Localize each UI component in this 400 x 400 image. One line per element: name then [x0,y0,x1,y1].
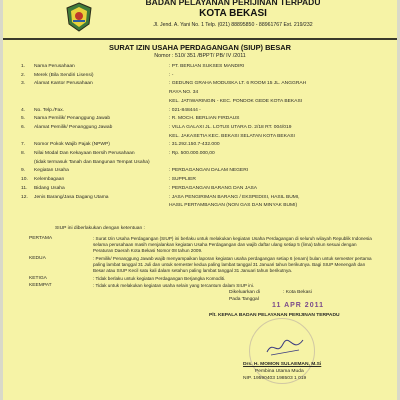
row-value: : JASA PENGIRIMAN BARANG / EKSPEDISI, HASIL BUMI, [169,194,300,200]
clause-label: PERTAMA [29,236,53,241]
document-title: SURAT IZIN USAHA PERDAGANGAN (SIUP) BESAR [109,43,291,52]
clause-text: : Tidak berlaku untuk kegiatan Perdagangan Berjangka Komoditi. [93,276,226,281]
row-number: 7. [21,142,26,148]
row-value: : PERDAGANGAN DALAM NEGERI [169,168,249,174]
row-number: 11. [21,185,28,191]
clause-text: : Pemilik/ Penanggung Jawab wajib menyampaikan laporan kegiatan usaha perdagangan setiap 6 (enam) bulan untuk semester pertama paling lambat tanggal 31 Juli dan untuk semester kedua paling lambat tanggal 31 Januari tahun berikutnya. Bagi SIUP Menengah dan Besar atau SIUP Kecil satu kali dalam setahun paling lambat tanggal 31 Januari tahun berikutnya. [93,256,372,273]
siup-document [3,0,397,400]
row-number: 1. [21,64,26,69]
row-number: 3. [21,81,26,87]
row-label: No. Telp./Fax. [34,107,65,113]
row-label: Kegiatan Usaha [34,168,69,174]
row-value: : R. MOCH. BERLIAN FIRDAUS [169,116,240,122]
signatory-rank: Pembina Utama Muda [255,369,304,374]
issued-at-label: Dikeluarkan di [229,290,260,295]
date-label: Pada Tanggal [229,297,259,302]
row-number: 2. [21,72,26,78]
row-value: KEL. JATIWARINGIN - KEC. PONDOK GEDE KOTA BEKASI [169,98,303,104]
clause-label: KEDUA [29,256,46,261]
row-value: HASIL PERTAMBANGAN (NON GAS DAN MINYAK BUMI) [169,203,298,209]
row-value: : PT. BERLIAN SUKSES MANDIRI [169,64,245,69]
row-label: Bidang Usaha [34,185,65,191]
row-number: 5. [21,116,26,122]
row-label: Merek (Bila Sendiri Lisensi) [34,72,94,78]
row-value: : VILLA GALAXI JL. LOTUS UTARA D. 2/18 RT. 004/019 [169,124,292,130]
row-number: 4. [21,107,26,113]
row-number: 6. [21,124,26,130]
row-value: RAYA NO. 34 [169,90,199,96]
agency-name: BADAN PELAYANAN PERIJINAN TERPADU [145,0,321,7]
letterhead [3,0,397,40]
clause-label: KETIGA [29,276,47,281]
row-number: 8. [21,151,26,156]
clause-text: : Surat Izin Usaha Perdagangan (SIUP) ini berlaku untuk melakukan kegiatan Usaha Perdagangan di seluruh wilayah Republik Indonesia selama perusahaan masih menjalankan kegiatan Usaha Perdagangan dan wajib daftar ulang setiap 5 (lima) tahun sesuai dengan Peraturan Daerah Kota Bekasi Nomor 08 tahun 2009. [93,236,372,253]
row-label: Alamat Kantor Perusahaan [34,81,93,87]
signature-scribble-icon [265,336,305,358]
row-value: : Rp. 500.000.000,00 [169,151,215,156]
agency-address: Jl. Jend. A. Yani No. 1 Telp. (021) 88895850 - 88961767 Ext. 219/232 [153,22,313,28]
row-label: Jenis Barang/Jasa Dagang Utama [34,194,109,200]
clause-label: KEEMPAT [29,283,52,288]
row-value: : GEDUNG GRAHA MODUSKA LT. 6 ROOM 15 JL. ANGGRAH [169,81,307,87]
row-value: : 31.292.150.7-432.000 [169,142,220,148]
row-number: 9. [21,168,26,174]
issued-at-value: : Kota Bekasi [283,290,312,295]
row-number: 12. [21,194,28,200]
row-label: (tidak termasuk Tanah dan Bangunan Tempat Usaha) [34,159,150,165]
row-value: : SUPPLIER [169,177,196,183]
row-value: : PERDAGANGAN BARANG DAN JASA [169,185,258,191]
row-label: Nama Perusahaan [34,64,75,69]
clause-text: : Tidak untuk melakukan kegiatan usaha selain yang tercantum dalam SIUP ini. [93,283,255,288]
row-label: Nomor Pokok Wajib Pajak (NPWP) [34,142,110,148]
siup-conditions-intro: SIUP ini diberlakukan dengan ketentuan : [55,226,145,231]
signatory-name: Drs. H. MOMON SULAEMAN, M.Si [243,362,322,367]
row-value: KEL. JAKASETIA KEC. BEKASI SELATAN KOTA BEKASI [169,133,295,139]
row-label: Alamat Pemilik/ Penanggung Jawab [34,124,113,130]
row-label: Kelembagaan [34,177,65,183]
row-label: Nama Pemilik/ Penanggung Jawab [34,116,111,122]
signatory-office: Plt. KEPALA BADAN PELAYANAN PERIJINAN TERPADU [209,313,340,318]
city-name: KOTA BEKASI [199,8,267,19]
row-value: : 021-848444 - [169,107,201,113]
row-value: : - [169,72,174,78]
date-stamp: 11 APR 2011 [272,302,324,309]
signatory-nip: NIP. 19590403 198503 1 019 [243,376,307,381]
row-label: Nilai Modal Dan Kekayaan Bersih Perusahaan [34,151,135,156]
row-number: 10. [21,177,28,183]
document-number: Nomor : 510/ 351 /BPPT/ PB/ IV /2011 [154,53,246,59]
city-emblem-icon [65,2,93,32]
